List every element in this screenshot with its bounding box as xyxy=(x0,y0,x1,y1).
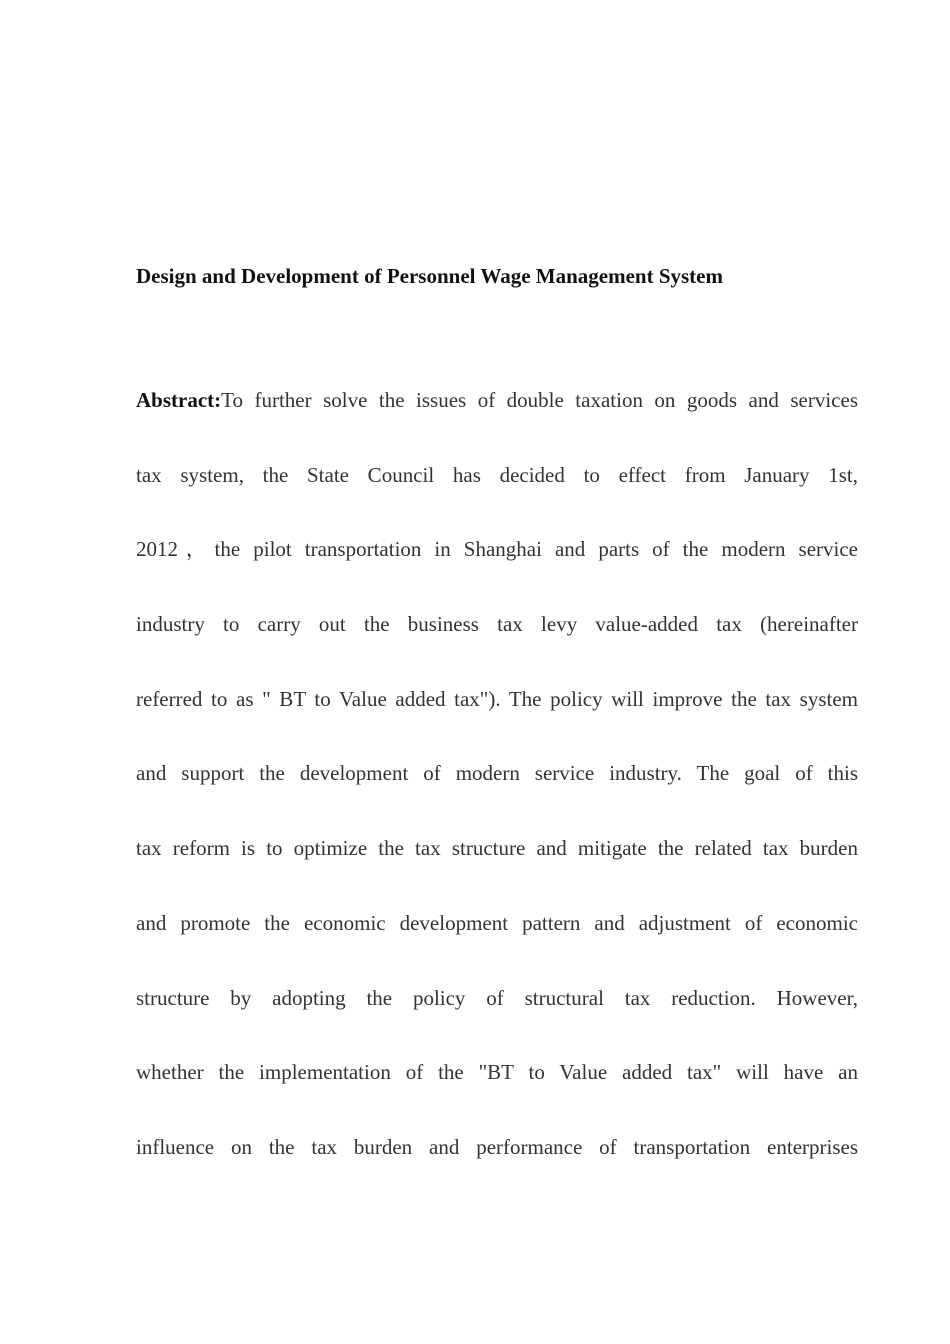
abstract-line-7: tax reform is to optimize the tax structure and mitigate the related tax burden xyxy=(136,836,858,861)
document-title: Design and Development of Personnel Wage Management System xyxy=(136,264,723,288)
abstract-line-9: structure by adopting the policy of structural tax reduction. However, xyxy=(136,985,858,1010)
abstract-paragraph xyxy=(136,384,858,1206)
abstract-line-4: industry to carry out the business tax levy value-added tax (hereinafter xyxy=(136,612,858,637)
abstract-line-2: tax system, the State Council has decided to effect from January 1st, xyxy=(136,462,858,487)
abstract-line-3: 2012，the pilot transportation in Shanghai and parts of the modern service xyxy=(136,537,858,562)
abstract-line-text: To further solve the issues of double taxation on goods and services xyxy=(221,388,858,412)
abstract-line-6: and support the development of modern service industry. The goal of this xyxy=(136,761,858,786)
abstract-line-5: referred to as " BT to Value added tax"). The policy will improve the tax system xyxy=(136,686,858,711)
abstract-line-1 xyxy=(136,384,858,459)
abstract-label: Abstract: xyxy=(136,388,222,412)
abstract-line-11: influence on the tax burden and performance of transportation enterprises xyxy=(136,1134,858,1159)
abstract-line-8: and promote the economic development pattern and adjustment of economic xyxy=(136,910,858,935)
abstract-line-10: whether the implementation of the "BT to Value added tax" will have an xyxy=(136,1060,858,1085)
